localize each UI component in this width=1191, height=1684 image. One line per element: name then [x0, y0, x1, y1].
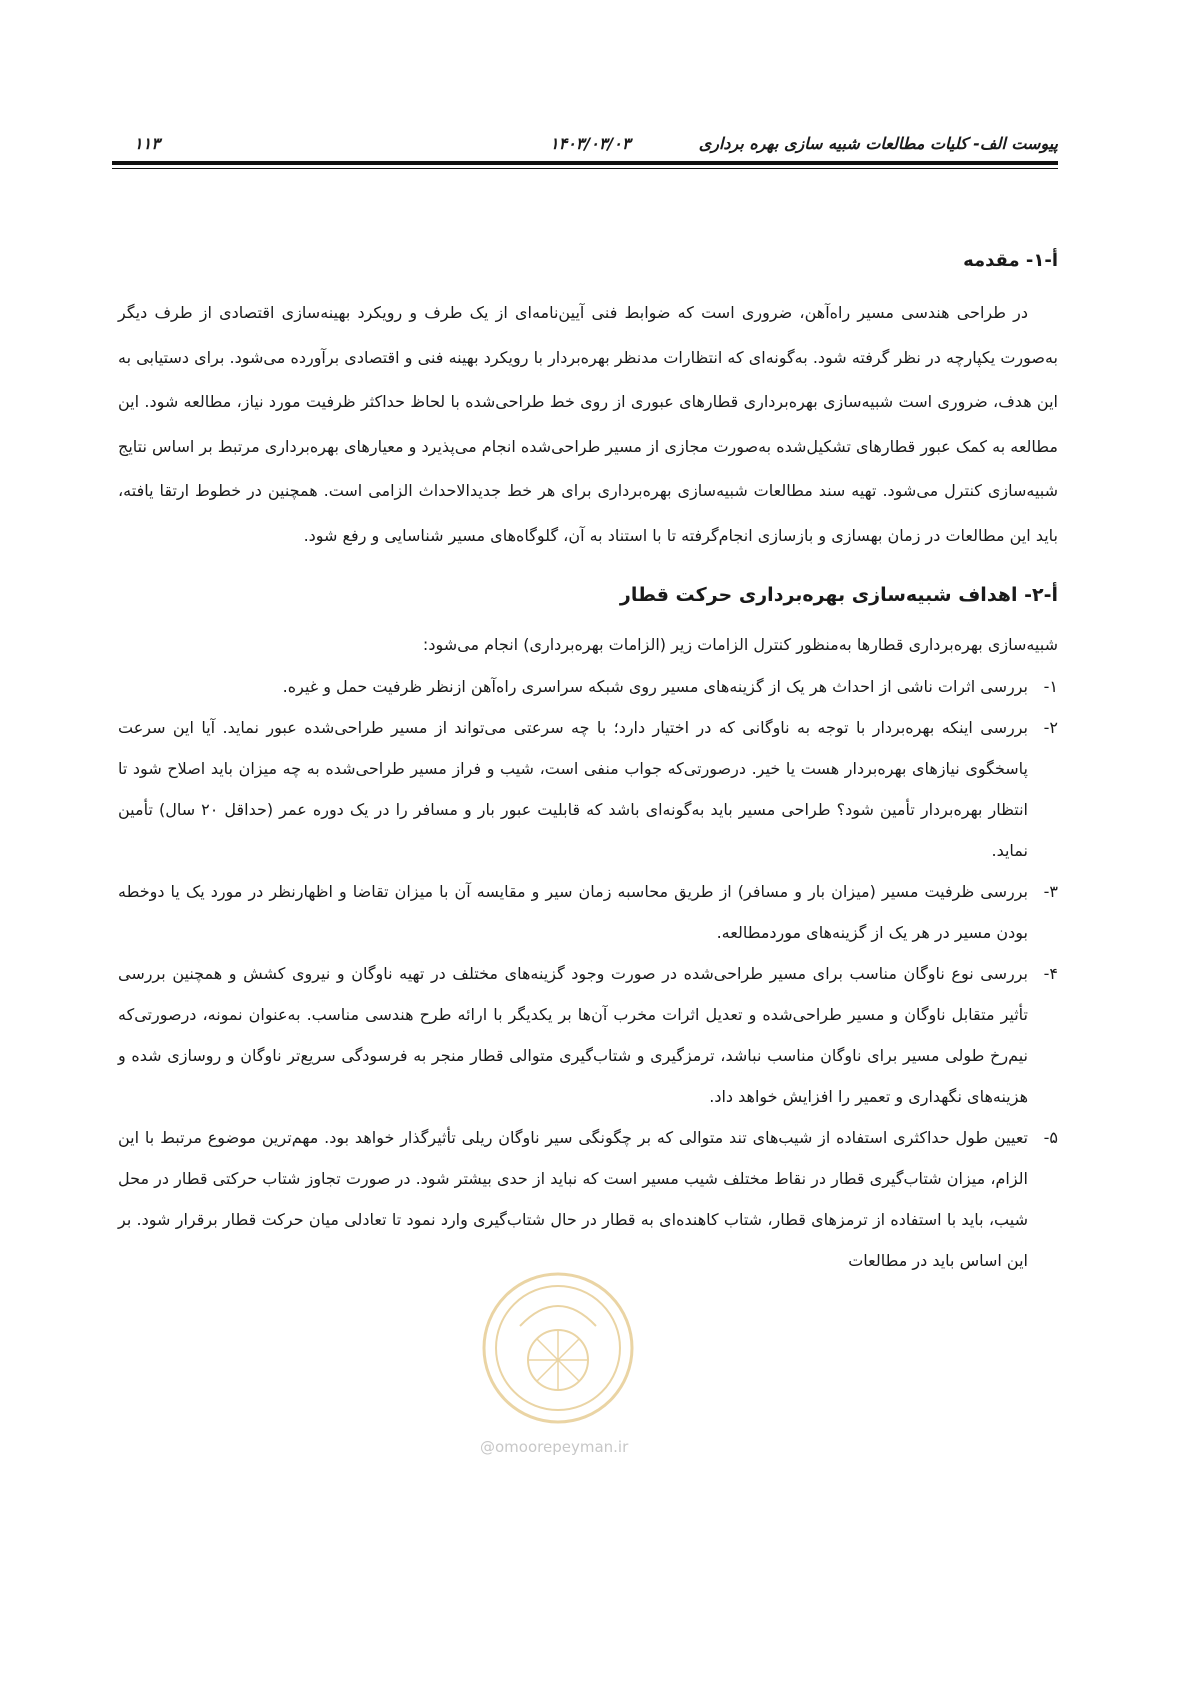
watermark-seal-icon	[478, 1268, 638, 1428]
goals-lead: شبیه‌سازی بهره‌برداری قطارها به‌منظور کنترل الزامات زیر (الزامات بهره‌برداری) انجام می‌شود:	[422, 635, 1058, 654]
watermark-text: @omoorepeyman.ir	[480, 1438, 629, 1456]
list-item-text: تعیین طول حداکثری استفاده از شیب‌های تند متوالی که بر چگونگی سیر ناوگان ریلی تأثیرگذار خواهد بود. مهم‌ترین موضوع مرتبط با این الزام، میزان شتاب‌گیری قطار در نقاط مختلف شیب مسیر است که نباید از حدی بیشتر شود. در صورت تجاوز شتاب حرکتی قطار در محل شیب، باید با استفاده از ترمزهای قطار، شتاب کاهنده‌ای به قطار در حال شتاب‌گیری وارد نمود تا تعادلی میان حرکت قطار برقرار شود. بر این اساس باید در مطالعات	[118, 1128, 1028, 1270]
list-item-number: ۴-	[1043, 964, 1058, 983]
list-item-number: ۲-	[1043, 718, 1058, 737]
list-item-number: ۳-	[1043, 882, 1058, 901]
list-item-text: بررسی اثرات ناشی از احداث هر یک از گزینه‌های مسیر روی شبکه سراسری راه‌آهن ازنظر ظرفیت حمل و غیره.	[282, 677, 1028, 696]
list-item	[118, 666, 1058, 707]
section-heading-intro: أ-۱- مقدمه	[963, 250, 1058, 271]
list-item	[118, 707, 1058, 871]
header-title: پیوست الف- کلیات مطالعات شبیه سازی بهره برداری	[698, 134, 1058, 153]
header-rule-thin	[112, 168, 1058, 169]
header-date: ۱۴۰۳/۰۳/۰۳	[550, 134, 631, 153]
intro-paragraph: در طراحی هندسی مسیر راه‌آهن، ضروری است که ضوابط فنی آیین‌نامه‌ای از یک طرف و رویکرد بهینه‌سازی اقتصادی از طرف دیگر به‌صورت یکپارچه در نظر گرفته شود. به‌گونه‌ای که انتظارات مدنظر بهره‌بردار با رویکرد بهینه فنی و اقتصادی برآورده می‌شود. برای دستیابی به این هدف، ضروری است شبیه‌سازی بهره‌برداری قطارهای عبوری از روی خط طراحی‌شده با لحاظ حداکثر ظرفیت مورد نیاز، مطالعه شود. این مطالعه به کمک عبور قطارهای تشکیل‌شده به‌صورت مجازی از مسیر طراحی‌شده انجام می‌پذیرد و معیارهای بهره‌برداری مرتبط بر اساس نتایج شبیه‌سازی کنترل می‌شود. تهیه سند مطالعات شبیه‌سازی بهره‌برداری برای هر خط جدیدالاحداث الزامی است. همچنین در خطوط ارتقا یافته، باید این مطالعات در زمان بهسازی و بازسازی انجام‌گرفته تا با استناد به آن، گلوگاه‌های مسیر شناسایی و رفع شود.	[118, 303, 1058, 545]
list-item-text: بررسی اینکه بهره‌بردار با توجه به ناوگانی که در اختیار دارد؛ با چه سرعتی می‌تواند از مسیر طراحی‌شده عبور نماید. آیا این سرعت پاسخگوی نیازهای بهره‌بردار هست یا خیر. درصورتی‌که جواب منفی است، شیب و فراز مسیر طراحی‌شده به چه میزان باید اصلاح شود تا انتظار بهره‌بردار تأمین شود؟ طراحی مسیر باید به‌گونه‌ای باشد که قابلیت عبور بار و مسافر را در یک دوره عمر (حداقل ۲۰ سال) تأمین نماید.	[118, 718, 1028, 860]
list-item-text: بررسی ظرفیت مسیر (میزان بار و مسافر) از طریق محاسبه زمان سیر و مقایسه آن با میزان تقاضا و اظهارنظر در مورد یک یا دوخطه بودن مسیر در هر یک از گزینه‌های موردمطالعه.	[118, 882, 1028, 942]
list-item-text: بررسی نوع ناوگان مناسب برای مسیر طراحی‌شده در صورت وجود گزینه‌های مختلف در تهیه ناوگان و نیروی کشش و همچنین بررسی تأثیر متقابل ناوگان و مسیر طراحی‌شده و تعدیل اثرات مخرب آن‌ها بر یکدیگر با ارائه طرح هندسی مناسب. به‌عنوان نمونه، درصورتی‌که نیم‌رخ طولی مسیر برای ناوگان مناسب نباشد، ترمزگیری و شتاب‌گیری متوالی قطار منجر به فرسودگی سریع‌تر ناوگان و روسازی شده و هزینه‌های نگهداری و تعمیر را افزایش خواهد داد.	[118, 964, 1028, 1106]
list-item	[118, 871, 1058, 953]
list-item	[118, 1117, 1058, 1281]
list-item	[118, 953, 1058, 1117]
header-rule-thick	[112, 161, 1058, 165]
goals-list	[118, 666, 1058, 1281]
list-item-number: ۵-	[1043, 1128, 1058, 1147]
page-content	[118, 250, 1058, 1281]
list-item-number: ۱-	[1043, 677, 1058, 696]
page-number: ۱۱۳	[134, 134, 160, 153]
section-heading-goals: أ-۲- اهداف شبیه‌سازی بهره‌برداری حرکت قطار	[619, 584, 1058, 606]
